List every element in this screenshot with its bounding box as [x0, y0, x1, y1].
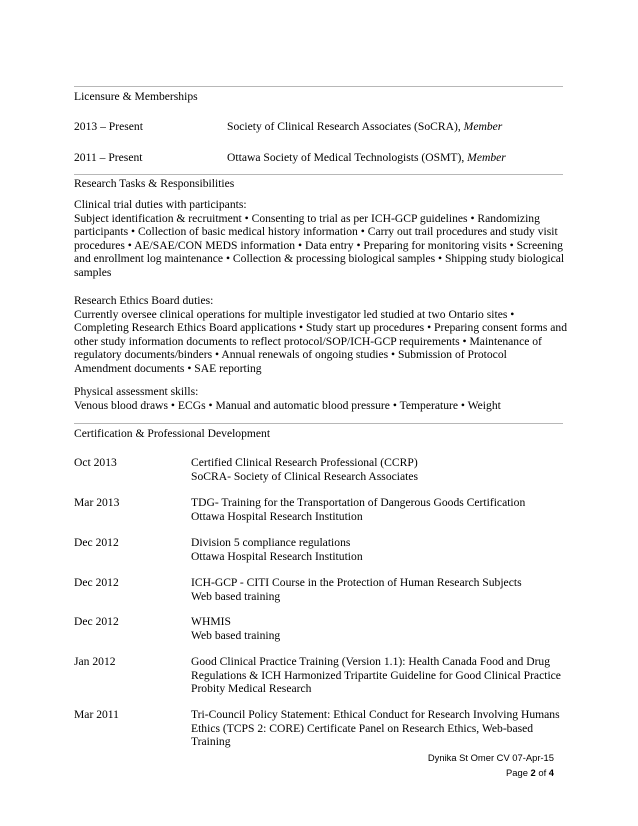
footer-doc-line: Dynika St Omer CV 07-Apr-15	[427, 752, 554, 763]
cert-line: Ethics (TCPS 2: CORE) Certificate Panel on Research Ethics, Web-based	[191, 721, 534, 735]
page-separator: of	[535, 767, 549, 778]
clinical-duties-line: participants • Collection of basic medical history information • Carry out trail procedures and study visit	[74, 225, 558, 239]
reb-duties-line: regulatory documents/binders • Annual renewals of ongoing studies • Submission of Protocol	[74, 348, 507, 362]
cert-date: Oct 2013	[74, 456, 117, 469]
clinical-duties-line: Subject identification & recruitment • Consenting to trial as per ICH-GCP guidelines • Randomizing	[74, 211, 540, 225]
cert-line: SoCRA- Society of Clinical Research Associates	[191, 469, 419, 483]
cert-details	[191, 456, 418, 483]
cert-details	[191, 615, 280, 642]
clinical-duties-line: samples	[74, 265, 112, 279]
cert-line: Regulations & ICH Harmonized Tripartite Guideline for Good Clinical Practice	[191, 668, 561, 682]
cert-line: Ottawa Hospital Research Institution	[191, 549, 363, 563]
cert-line: Probity Medical Research	[191, 682, 312, 696]
section-divider	[74, 174, 563, 175]
physical-skills-heading: Physical assessment skills:	[74, 385, 199, 398]
reb-duties-heading: Research Ethics Board duties:	[74, 294, 214, 307]
membership-org	[227, 151, 506, 165]
section-divider	[74, 86, 563, 87]
reb-duties-block	[74, 294, 566, 376]
membership-org-name: Ottawa Society of Medical Technologists (OSMT),	[227, 151, 468, 164]
cert-line: Web based training	[191, 628, 281, 642]
physical-skills-line: Venous blood draws • ECGs • Manual and automatic blood pressure • Temperature • Weight	[74, 398, 501, 412]
section-divider	[74, 423, 563, 424]
clinical-duties-block	[74, 198, 566, 280]
certification-heading: Certification & Professional Development	[74, 427, 271, 440]
cert-date: Mar 2013	[74, 496, 120, 509]
page-number	[428, 765, 554, 780]
cert-details	[191, 576, 522, 603]
cert-line: Certified Clinical Research Professional (CCRP)	[191, 456, 418, 469]
cert-line: WHMIS	[191, 615, 231, 628]
cert-details	[191, 708, 560, 749]
reb-duties-line: Amendment documents • SAE reporting	[74, 361, 262, 375]
membership-org	[227, 120, 502, 134]
physical-skills-block	[74, 385, 566, 412]
cert-line: Ottawa Hospital Research Institution	[191, 509, 363, 523]
membership-period: 2011 – Present	[74, 151, 143, 164]
page-prefix: Page	[506, 767, 531, 778]
cert-date: Jan 2012	[74, 655, 116, 668]
research-heading: Research Tasks & Responsibilities	[74, 177, 235, 190]
cert-line: Good Clinical Practice Training (Version 1.1): Health Canada Food and Drug	[191, 655, 551, 668]
cert-details	[191, 536, 363, 563]
page-total: 4	[548, 767, 554, 778]
cert-date: Dec 2012	[74, 615, 119, 628]
cert-line: TDG- Training for the Transportation of Dangerous Goods Certification	[191, 496, 526, 509]
cert-date: Dec 2012	[74, 536, 119, 549]
cert-line: Web based training	[191, 589, 281, 603]
clinical-duties-line: and enrollment log maintenance • Collection & processing biological samples • Shipping study biological	[74, 252, 565, 266]
cert-details	[191, 496, 525, 523]
reb-duties-line: Currently oversee clinical operations for multiple investigator led studied at two Ontario sites •	[74, 307, 515, 321]
cert-line: Division 5 compliance regulations	[191, 536, 351, 549]
cert-line: Training	[191, 735, 231, 749]
page-footer	[428, 750, 554, 780]
cert-date: Mar 2011	[74, 708, 119, 721]
clinical-duties-heading: Clinical trial duties with participants:	[74, 198, 247, 211]
reb-duties-line: other study information documents to reflect protocol/SOP/ICH-GCP requirements • Maintenance of	[74, 334, 542, 348]
clinical-duties-line: procedures • AE/SAE/CON MEDS information • Data entry • Preparing for monitoring visits • Screening	[74, 238, 563, 252]
cert-line: ICH-GCP - CITI Course in the Protection of Human Research Subjects	[191, 576, 522, 589]
cert-date: Dec 2012	[74, 576, 119, 589]
membership-period: 2013 – Present	[74, 120, 143, 133]
membership-role: Member	[467, 151, 506, 164]
licensure-heading: Licensure & Memberships	[74, 90, 198, 103]
page-current: 2	[530, 767, 536, 778]
cert-details	[191, 655, 561, 696]
membership-org-name: Society of Clinical Research Associates (SoCRA),	[227, 120, 464, 133]
membership-role: Member	[463, 120, 503, 133]
cert-line: Tri-Council Policy Statement: Ethical Conduct for Research Involving Humans	[191, 708, 560, 721]
reb-duties-line: Completing Research Ethics Board applications • Study start up procedures • Preparing consent forms and	[74, 321, 568, 335]
